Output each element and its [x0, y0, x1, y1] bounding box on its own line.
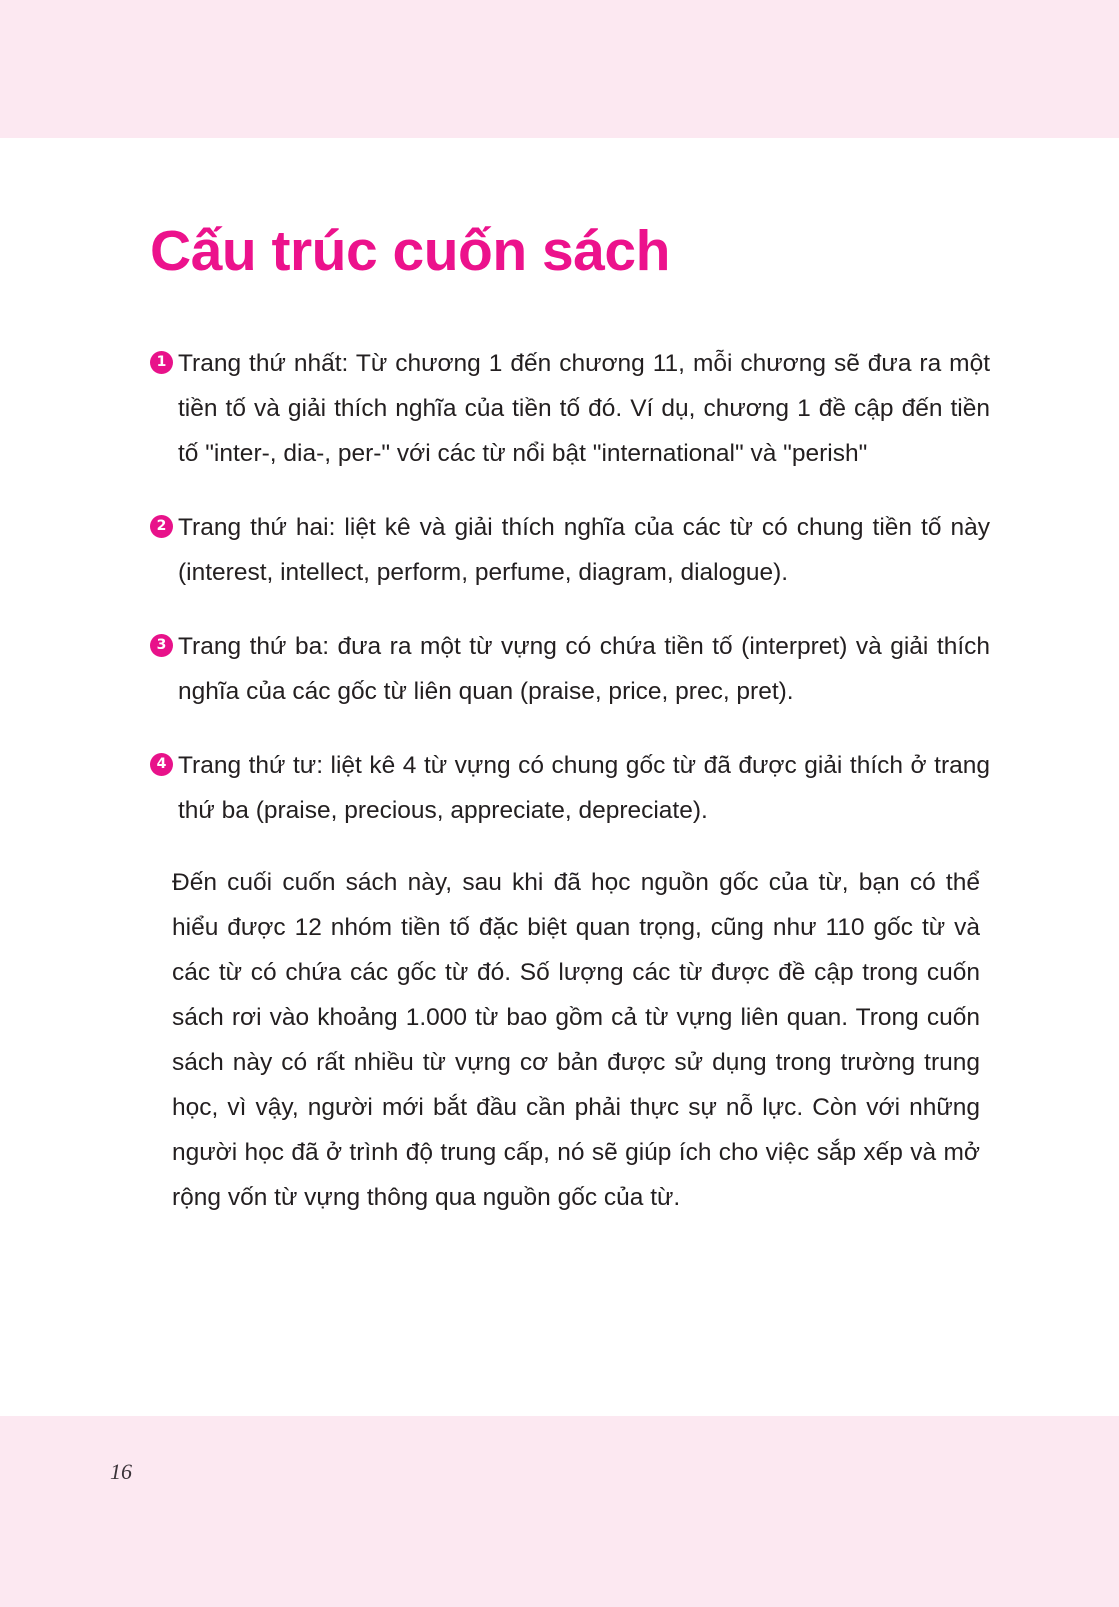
list-marker-2: 2 [150, 515, 173, 538]
list-marker-3: 3 [150, 634, 173, 657]
list-item-text: Trang thứ ba: đưa ra một từ vựng có chứa tiền tố (interpret) và giải thích nghĩa của các gốc từ liên quan (praise, price, prec, pret). [178, 633, 990, 705]
body-paragraph: Đến cuối cuốn sách này, sau khi đã học nguồn gốc của từ, bạn có thể hiểu được 12 nhóm tiền tố đặc biệt quan trọng, cũng như 110 gốc từ và các từ có chứa các gốc từ đó. Số lượng các từ được đề cập trong cuốn sách rơi vào khoảng 1.000 từ bao gồm cả từ vựng liên quan. Trong cuốn sách này có rất nhiều từ vựng cơ bản được sử dụng trong trường trung học, vì vậy, người mới bắt đầu cần phải thực sự nỗ lực. Còn với những người học đã ở trình độ trung cấp, nó sẽ giúp ích cho việc sắp xếp và mở rộng vốn từ vựng thông qua nguồn gốc của từ. [172, 869, 980, 1211]
list-item [150, 624, 990, 714]
numbered-list [150, 341, 990, 833]
list-item-text: Trang thứ nhất: Từ chương 1 đến chương 11, mỗi chương sẽ đưa ra một tiền tố và giải thích nghĩa của tiền tố đó. Ví dụ, chương 1 đề cập đến tiền tố "inter-, dia-, per-" với các từ nổi bật "international" và "perish" [178, 350, 990, 467]
list-marker-4: 4 [150, 753, 173, 776]
list-item-text: Trang thứ tư: liệt kê 4 từ vựng có chung gốc từ đã được giải thích ở trang thứ ba (praise, precious, appreciate, depreciate). [178, 752, 990, 824]
list-marker-1: 1 [150, 351, 173, 374]
page-title: Cấu trúc cuốn sách [150, 219, 670, 283]
bottom-decorative-band [0, 1416, 1119, 1607]
page-number: 16 [110, 1459, 132, 1484]
page-content [0, 138, 1119, 1416]
list-item-text: Trang thứ hai: liệt kê và giải thích nghĩa của các từ có chung tiền tố này (interest, intellect, perform, perfume, diagram, dialogue). [178, 514, 990, 586]
list-item [150, 341, 990, 476]
top-decorative-band [0, 0, 1119, 138]
list-item [150, 743, 990, 833]
list-item [150, 505, 990, 595]
